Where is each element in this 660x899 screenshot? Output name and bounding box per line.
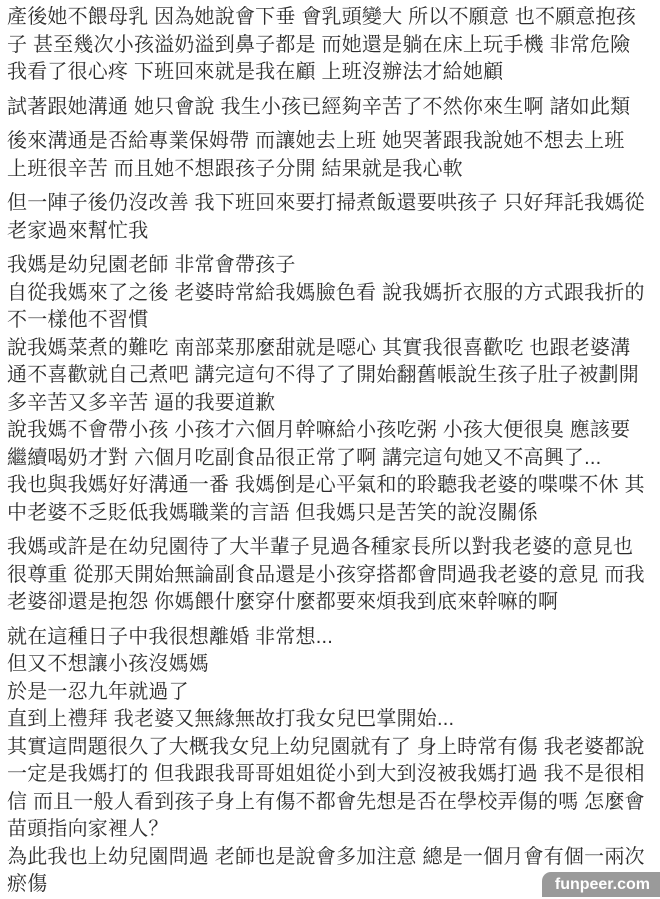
text-line: 我媽是幼兒園老師 非常會帶孩子: [7, 254, 296, 276]
text-line: 通不喜歡就自己煮吧 講完這句不得了了開始翻舊帳說生孩子肚子被劃開: [7, 364, 639, 386]
text-line: 一定是我媽打的 但我跟我哥哥姐姐從小到大到沒被我媽打過 我不是很相: [7, 763, 645, 785]
paragraph: [7, 534, 656, 617]
text-line: 苗頭指向家裡人？: [7, 818, 169, 840]
text-line: 繼續喝奶才對 六個月吃副食品很正常了啊 講完這句她又不高興了...: [7, 446, 602, 469]
paragraph: [7, 4, 656, 87]
text-line: 老家過來幫忙我: [7, 219, 149, 242]
watermark-badge: [542, 872, 660, 897]
text-line: 上班很辛苦 而且她不想跟孩子分開 結果就是我心軟: [7, 157, 463, 180]
text-line: 但一陣子後仍沒改善 我下班回來要打掃煮飯還要哄孩子 只好拜託我媽從: [7, 192, 645, 214]
text-line: 我看了很心疼 下班回來就是我在顧 上班沒辦法才給她顧: [7, 61, 504, 83]
text-line: 產後她不餵母乳 因為她說會下垂 會乳頭變大 所以不願意 也不願意抱孩: [7, 6, 637, 28]
text-line: 信 而且一般人看到孩子身上有傷不都會先想是否在學校弄傷的嗎 怎麼會: [7, 790, 645, 813]
paragraph: [7, 252, 656, 527]
text-line: 老婆卻還是抱怨 你媽餵什麼穿什麼都要來煩我到底來幹嘛的啊: [7, 591, 559, 613]
text-line: 不一樣他不習慣: [7, 309, 149, 331]
text-line: 多辛苦又多辛苦 逼的我要道歉: [7, 391, 276, 414]
text-line: 說我媽不會帶小孩 小孩才六個月幹嘛給小孩吃粥 小孩大便很臭 應該要: [7, 419, 631, 441]
paragraph: [7, 624, 656, 899]
text-line: 很尊重 從那天開始無論副食品還是小孩穿搭都會問過我老婆的意見 而我: [7, 563, 645, 586]
text-line: 直到上禮拜 我老婆又無緣無故打我女兒巴掌開始...: [7, 708, 455, 730]
watermark-label: funpeer.com: [554, 876, 650, 893]
paragraph: [7, 128, 656, 183]
text-line: 但又不想讓小孩沒媽媽: [7, 653, 209, 675]
text-line: 我媽或許是在幼兒園待了大半輩子見過各種家長所以對我老婆的意見也: [7, 536, 634, 558]
text-line: 為此我也上幼兒園問過 老師也是說會多加注意 總是一個月會有個一兩次: [7, 845, 645, 868]
text-line: 就在這種日子中我很想離婚 非常想...: [7, 625, 334, 648]
text-line: 說我媽菜煮的難吃 南部菜那麼甜就是噁心 其實我很喜歡吃 也跟老婆溝: [7, 336, 631, 359]
paragraph: [7, 190, 656, 245]
paragraph: [7, 94, 656, 122]
text-line: 於是一忍九年就過了: [7, 680, 189, 703]
text-line: 子 甚至幾次小孩溢奶溢到鼻子都是 而她還是躺在床上玩手機 非常危險: [7, 33, 631, 56]
text-line: 中老婆不乏貶低我媽職業的言語 但我媽只是苦笑的說沒關係: [7, 501, 538, 524]
text-line: 後來溝通是否給專業保姆帶 而讓她去上班 她哭著跟我說她不想去上班: [7, 130, 625, 152]
text-line: 試著跟她溝通 她只會說 我生小孩已經夠辛苦了不然你來生啊 諸如此類: [7, 95, 631, 118]
text-line: 瘀傷: [7, 873, 48, 895]
text-line: 我也與我媽好好溝通一番 我媽倒是心平氣和的聆聽我老婆的喋喋不休 其: [7, 474, 645, 496]
text-line: 自從我媽來了之後 老婆時常給我媽臉色看 說我媽折衣服的方式跟我折的: [7, 281, 645, 304]
text-line: 其實這問題很久了大概我女兒上幼兒園就有了 身上時常有傷 我老婆都說: [7, 735, 645, 758]
